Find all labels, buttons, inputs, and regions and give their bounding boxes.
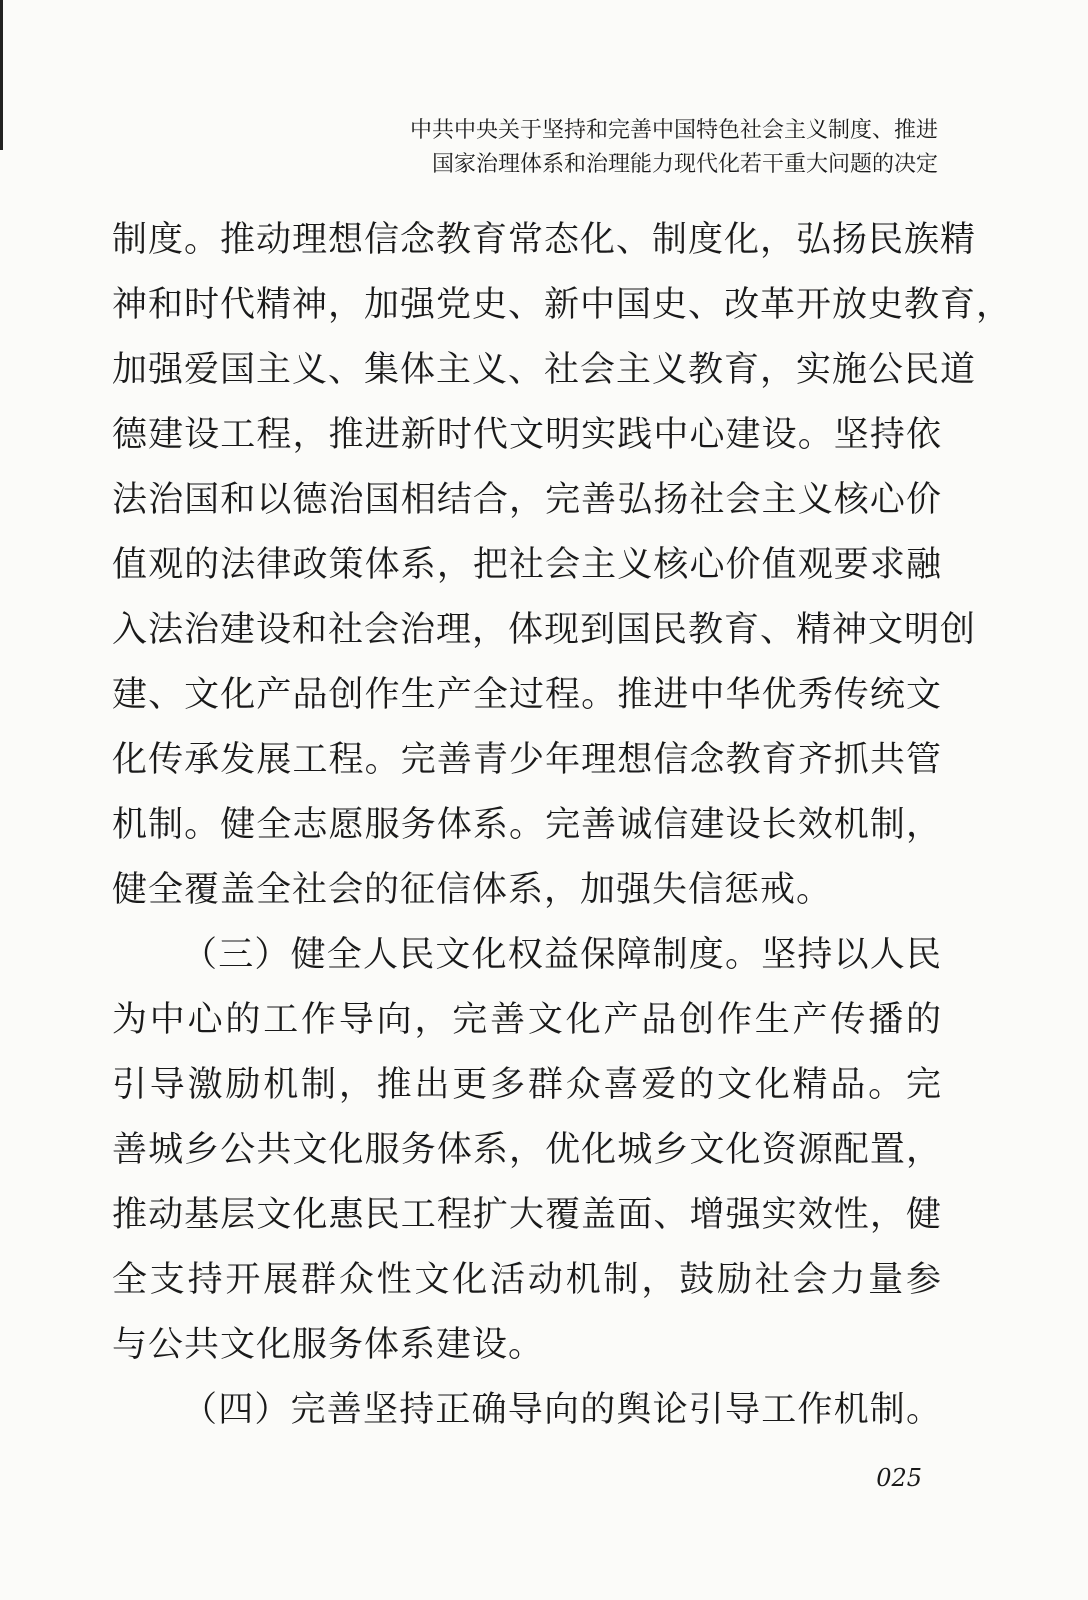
section-heading-line: （四）完善坚持正确导向的舆论引导工作机制。 [182, 1390, 942, 1430]
running-header-line-2: 国家治理体系和治理能力现代化若干重大问题的决定 [431, 152, 938, 177]
text-line: 神和时代精神，加强党史、新中国史、改革开放史教育， [112, 285, 1013, 325]
text-line: 建、文化产品创作生产全过程。推进中华优秀传统文 [112, 675, 942, 715]
text-line: 善城乡公共文化服务体系，优化城乡文化资源配置， [112, 1130, 942, 1170]
running-header [410, 114, 938, 182]
text-line: 与公共文化服务体系建设。 [112, 1325, 545, 1365]
text-line: 值观的法律政策体系，把社会主义核心价值观要求融 [112, 545, 942, 585]
text-line: 健全覆盖全社会的征信体系，加强失信惩戒。 [112, 870, 833, 910]
text-line: 制度。推动理想信念教育常态化、制度化，弘扬民族精 [112, 220, 977, 260]
text-line: 加强爱国主义、集体主义、社会主义教育，实施公民道 [112, 350, 977, 390]
text-line: 化传承发展工程。完善青少年理想信念教育齐抓共管 [112, 740, 942, 780]
text-line: 为中心的工作导向，完善文化产品创作生产传播的 [112, 1000, 942, 1040]
text-line: 机制。健全志愿服务体系。完善诚信建设长效机制， [112, 805, 942, 845]
section-heading-line: （三）健全人民文化权益保障制度。坚持以人民 [182, 935, 942, 975]
text-line: 法治国和以德治国相结合，完善弘扬社会主义核心价 [112, 480, 942, 520]
text-line: 推动基层文化惠民工程扩大覆盖面、增强实效性，健 [112, 1195, 942, 1235]
text-line: 引导激励机制，推出更多群众喜爱的文化精品。完 [112, 1065, 942, 1105]
page-edge-shadow [0, 0, 3, 150]
body-text [112, 208, 1013, 1443]
running-header-line-1: 中共中央关于坚持和完善中国特色社会主义制度、推进 [409, 118, 938, 143]
text-line: 入法治建设和社会治理，体现到国民教育、精神文明创 [112, 610, 977, 650]
page-number: 025 [876, 1464, 922, 1492]
text-line: 德建设工程，推进新时代文明实践中心建设。坚持依 [112, 415, 942, 455]
text-line: 全支持开展群众性文化活动机制，鼓励社会力量参 [112, 1260, 942, 1300]
